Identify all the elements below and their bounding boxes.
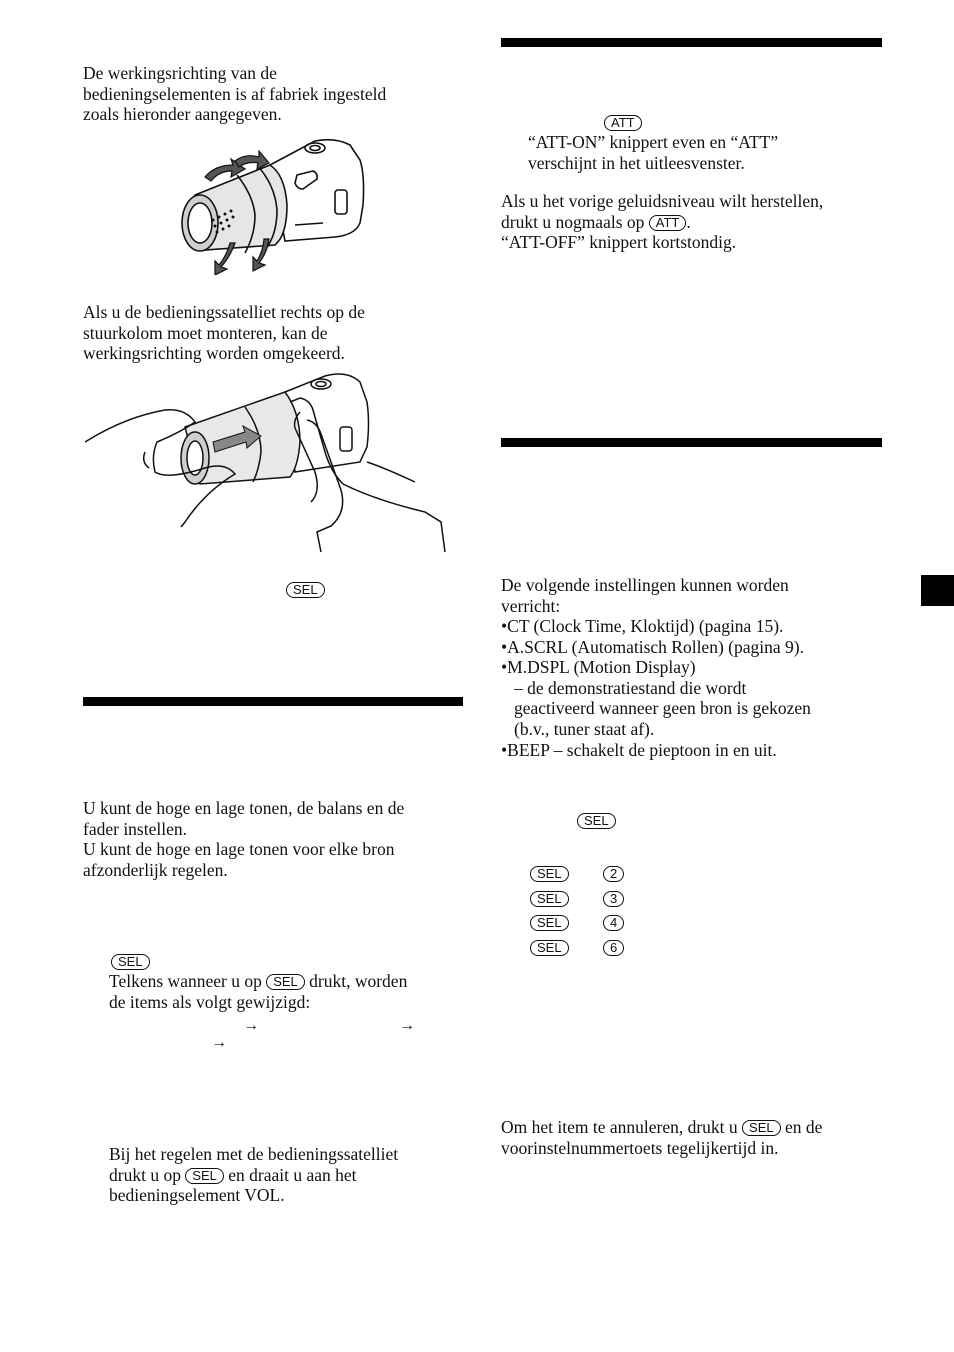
settings-list: •CT (Clock Time, Kloktijd) (pagina 15). •A.SCRL (Automatisch Rollen) (pagina 9). •M.DSPL (Motion Display) – de demonstratiestand die wordt geactiveerd wanneer geen bron is gekozen (b.v., tuner staat af). •BEEP – schakelt de pieptoon in en uit. [501, 616, 811, 760]
rotary-commander-illustration [175, 135, 370, 275]
list-item: •M.DSPL (Motion Display) [501, 657, 696, 678]
section-rule-left [83, 697, 463, 706]
list-item: •CT (Clock Time, Kloktijd) (pagina 15). [501, 616, 784, 636]
note-paragraph: Bij het regelen met de bedieningssatelliet drukt u op SEL en draait u aan het bedieningselement VOL. [109, 1144, 399, 1206]
step-sel-key-right: SEL [577, 810, 616, 831]
step-paragraph: Telkens wanneer u op SEL drukt, worden de items als volgt gewijzigd: [109, 971, 408, 1012]
section-rule-mid-right [501, 438, 882, 447]
att-key: ATT [604, 112, 642, 133]
sequence-arrow-2: → [399, 1017, 415, 1034]
reverse-paragraph: Als u de bedieningssatelliet rechts op de stuurkolom moet monteren, kan de werkingsrichting worden omgekeerd. [83, 302, 365, 364]
section-rule-top-right [501, 38, 882, 47]
sel-button-label: SEL [286, 579, 325, 600]
sequence-arrow-3: → [211, 1034, 227, 1051]
hand-operation-illustration [85, 372, 450, 557]
restore-paragraph: Als u het vorige geluidsniveau wilt herstellen, drukt u nogmaals op ATT . “ATT-OFF” knippert kortstondig. [501, 191, 824, 253]
cancel-paragraph: Om het item te annuleren, drukt u SEL en de voorinstelnummertoets tegelijkertijd in. [501, 1117, 823, 1158]
sequence-arrow-1: → [243, 1017, 259, 1034]
sound-paragraph: U kunt de hoge en lage tonen, de balans en de fader instellen. U kunt de hoge en lage tonen voor elke bron afzonderlijk regelen. [83, 798, 405, 880]
step-sel-key: SEL [111, 951, 150, 972]
intro-paragraph: De werkingsrichting van de bedieningselementen is af fabriek ingesteld zoals hieronder aangegeven. [83, 63, 387, 125]
settings-intro: De volgende instellingen kunnen worden verricht: [501, 575, 789, 616]
att-on-paragraph: “ATT-ON” knippert even en “ATT” verschijnt in het uitleesvenster. [528, 132, 779, 173]
page-edge-tab [921, 575, 954, 606]
list-item: •A.SCRL (Automatisch Rollen) (pagina 9). [501, 636, 804, 657]
list-item: •BEEP – schakelt de pieptoon in en uit. [501, 739, 777, 760]
